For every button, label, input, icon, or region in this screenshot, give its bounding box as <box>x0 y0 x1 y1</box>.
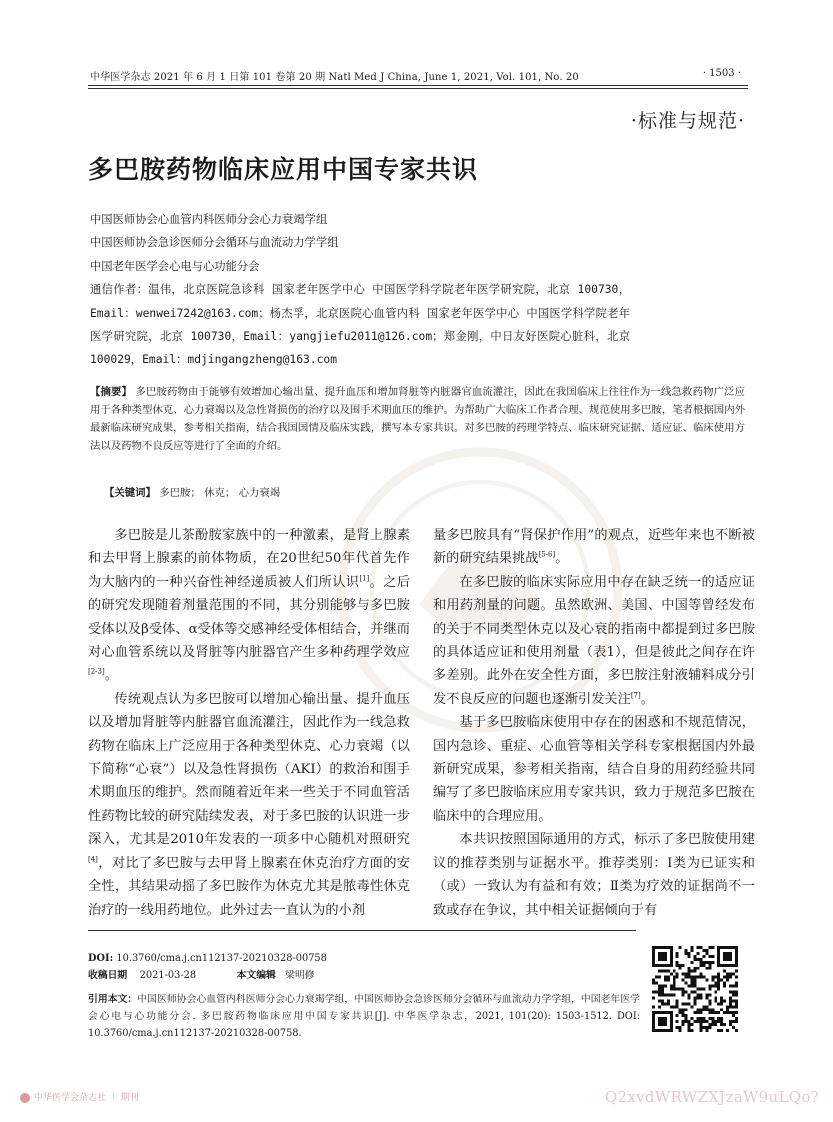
watermark-text: Q2xvdWRWZXJzaW9uLQo? <box>604 1088 819 1106</box>
doi-line: DOI: 10.3760/cma.j.cn112137-20210328-00758 <box>88 953 327 964</box>
publisher-logo-icon <box>20 1093 30 1103</box>
abstract-label: 【摘要】 <box>90 386 133 398</box>
doi-link[interactable]: 10.3760/cma.j.cn112137-20210328-00758 <box>116 953 327 964</box>
paragraph: 基于多巴胺临床使用中存在的困惑和不规范情况，国内急诊、重症、心血管等相关学科专家根据国内外最新研究成果，参考相关指南，结合自身的用药经验共同编写了多巴胺临床应用专家共识，致力于规范多巴胺在临床中的合理应用。 <box>433 715 755 824</box>
paragraph: 多巴胺是儿茶酚胺家族中的一种激素，是肾上腺素和去甲肾上腺素的前体物质，在20世纪50年代首先作为大脑内的一种兴奋性神经递质被人们所认识[1]。之后的研究发现随着剂量范围的不同，其分别能够与多巴胺受体以及β受体、α受体等交感神经受体相结合，并继而对心血管系统以及肾脏等内脏器官产生多种药理学效应[2-3]。 <box>88 528 411 684</box>
body-column-left <box>88 524 410 922</box>
paragraph: 在多巴胺的临床实际应用中存在缺乏统一的适应证和用药剂量的问题。虽然欧洲、美国、中国等曾经发布的关于不同类型休克以及心衰的指南中都提到过多巴胺的具体适应证和使用剂量（表1），但是彼此之间存在许多差别。此外在安全性方面，多巴胺注射液辅料成分引发不良反应的问题也逐渐引发关注[7]。 <box>433 574 755 707</box>
running-header: 中华医学杂志 2021 年 6 月 1 日第 101 卷第 20 期 Natl Med J China, June 1, 2021, Vol. 101, No. 20 <box>90 72 579 83</box>
correspondence: 通信作者：温伟，北京医院急诊科 国家老年医学中心 中国医学科学院老年医学研究院，北京 100730，Email：wenwei7242@163.com；杨杰孚，北京医院心血管内科 国家老年医学中心 中国医学科学院老年医学研究院，北京 100730，Email：yangjiefu2011@126.com；郑金刚，中日友好医院心脏科，北京 100029，Email：mdjingangzheng@163.com <box>90 283 630 367</box>
footnote-rule <box>88 930 636 931</box>
received-line: 收稿日期 2021-03-28 本文编辑 梁明修 <box>88 970 315 981</box>
paragraph: 本共识按照国际通用的方式，标示了多巴胺使用建议的推荐类别与证据水平。推荐类别：Ⅰ类为已证实和（或）一致认为有益和有效；Ⅱ类为疗效的证据尚不一致或存在争议，其中相关证据倾向于有 <box>433 832 755 918</box>
header-rule-thick <box>88 85 748 86</box>
citation: 引用本文：中国医师协会心血管内科医师分会心力衰竭学组，中国医师协会急诊医师分会循环与血流动力学学组，中国老年医学会心电与心功能分会. 多巴胺药物临床应用中国专家共识[J]. 中华医学杂志，2021, 101(20): 1503-1512. DOI: 10.3760/cma.j.cn112137-20210328-00758. <box>88 994 641 1039</box>
qr-code[interactable] <box>652 946 738 1032</box>
author-group-2: 中国医师协会急诊医师分会循环与血流动力学学组 <box>90 236 339 250</box>
body-column-right <box>433 524 755 922</box>
page-number: · 1503 · <box>702 68 741 79</box>
abstract-text: 多巴胺药物由于能够有效增加心输出量、提升血压和增加肾脏等内脏器官血流灌注，因此在我国临床上往往作为一线急救药物广泛应用于各种类型休克、心力衰竭以及急性肾损伤的治疗以及围手术期血压的维护。为帮助广大临床工作者合理、规范使用多巴胺，笔者根据国内外最新临床研究成果，参考相关指南，结合我国国情及临床实践，撰写本专家共识。对多巴胺的药理学特点、临床研究证据、适应证、临床使用方法以及药物不良反应等进行了全面的介绍。 <box>90 386 746 452</box>
abstract <box>90 383 745 455</box>
article-title: 多巴胺药物临床应用中国专家共识 <box>88 155 479 184</box>
keywords <box>104 484 280 499</box>
header-rule-thin <box>88 88 748 89</box>
section-label: ·标准与规范· <box>630 110 745 132</box>
publisher-logo: 中华医学会杂志社 ｜ 期刊 <box>20 1090 139 1103</box>
keywords-text: 多巴胺； 休克； 心力衰竭 <box>159 487 281 499</box>
author-group-3: 中国老年医学会心电与心功能分会 <box>90 259 260 273</box>
author-block <box>90 208 630 372</box>
paragraph: 传统观点认为多巴胺可以增加心输出量、提升血压以及增加肾脏等内脏器官血流灌注，因此作为一线急救药物在临床上广泛应用于各种类型休克、心力衰竭（以下简称“心衰”）以及急性肾损伤（AKI）的救治和围手术期血压的维护。然而随着近年来一些关于不同血管活性药物比较的研究陆续发表，对于多巴胺的认识进一步深入，尤其是2010年发表的一项多中心随机对照研究[4]，对比了多巴胺与去甲肾上腺素在休克治疗方面的安全性，其结果动摇了多巴胺作为休克尤其是脓毒性休克治疗的一线用药地位。此外过去一直认为的小剂 <box>88 691 410 918</box>
author-group-1: 中国医师协会心血管内科医师分会心力衰竭学组 <box>90 213 328 226</box>
paragraph: 量多巴胺具有“肾保护作用”的观点，近些年来也不断被新的研究结果挑战[5-6]。 <box>433 528 755 567</box>
keywords-label: 【关键词】 <box>104 487 156 499</box>
